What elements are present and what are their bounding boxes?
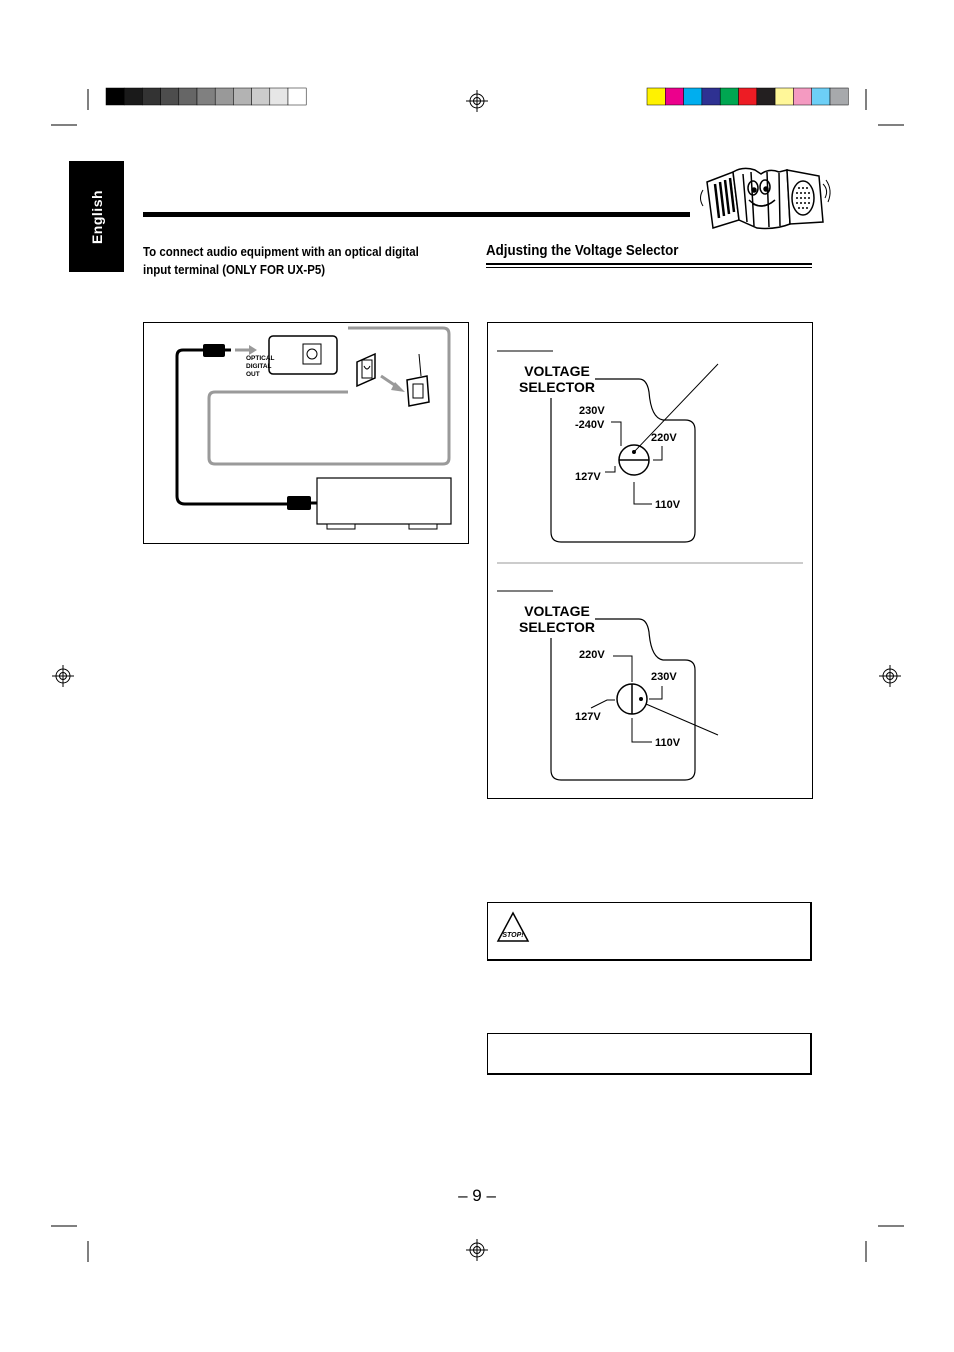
calibration-swatch xyxy=(757,88,775,105)
calibration-swatch xyxy=(739,88,757,105)
calibration-swatch xyxy=(665,88,683,105)
selector-a-110v: 110V xyxy=(655,499,681,511)
heading-rule xyxy=(486,263,812,265)
right-section-heading: Adjusting the Voltage Selector xyxy=(486,243,679,259)
language-tab xyxy=(69,161,124,272)
stop-warning-icon xyxy=(496,911,530,943)
selector-b-230v: 230V xyxy=(651,671,677,683)
calibration-swatch xyxy=(720,88,738,105)
calibration-swatch xyxy=(775,88,793,105)
grayscale-calibration-bar xyxy=(106,88,306,105)
selector-a-220v: 220V xyxy=(651,432,677,444)
calibration-swatch xyxy=(124,88,142,105)
port-label-line2: DIGITAL xyxy=(246,363,272,370)
calibration-swatch xyxy=(106,88,124,105)
color-calibration-bar xyxy=(647,88,848,105)
calibration-swatch xyxy=(252,88,270,105)
selector-a-label-line1: VOLTAGE xyxy=(524,363,590,379)
calibration-swatch xyxy=(647,88,665,105)
calibration-swatch xyxy=(161,88,179,105)
caution-box xyxy=(487,902,812,961)
stop-icon-text: STOP! xyxy=(502,932,524,939)
calibration-swatch xyxy=(142,88,160,105)
selector-b-label-line1: VOLTAGE xyxy=(524,603,590,619)
calibration-swatch xyxy=(793,88,811,105)
selector-b-110v: 110V xyxy=(655,737,681,749)
calibration-swatch xyxy=(702,88,720,105)
calibration-swatch xyxy=(179,88,197,105)
port-label-line1: OPTICAL xyxy=(246,355,275,362)
selector-b-127v: 127V xyxy=(575,711,601,723)
selector-a-230v: 230V xyxy=(579,405,605,417)
note-box xyxy=(487,1033,812,1075)
calibration-swatch xyxy=(215,88,233,105)
voltage-selector-illustration xyxy=(487,322,813,799)
port-label-line3: OUT xyxy=(246,371,260,378)
calibration-swatch xyxy=(233,88,251,105)
calibration-swatch xyxy=(270,88,288,105)
language-label: English xyxy=(88,189,105,244)
calibration-swatch xyxy=(288,88,306,105)
selector-b-220v: 220V xyxy=(579,649,605,661)
calibration-swatch xyxy=(197,88,215,105)
title-rule xyxy=(143,212,690,217)
selector-a-label-line2: SELECTOR xyxy=(519,379,595,395)
calibration-swatch xyxy=(830,88,848,105)
selector-b-label-line2: SELECTOR xyxy=(519,619,595,635)
selector-a-240v: -240V xyxy=(575,419,605,431)
calibration-swatch xyxy=(684,88,702,105)
left-section-heading: To connect audio equipment with an optical digital input terminal (ONLY FOR UX-P5) xyxy=(143,245,419,277)
heading-rule-thin xyxy=(486,267,812,268)
calibration-swatch xyxy=(812,88,830,105)
optical-connection-illustration xyxy=(143,322,469,544)
selector-a-127v: 127V xyxy=(575,471,601,483)
accordion-mascot-icon xyxy=(695,160,835,235)
page-number: – 9 – xyxy=(458,1186,496,1205)
